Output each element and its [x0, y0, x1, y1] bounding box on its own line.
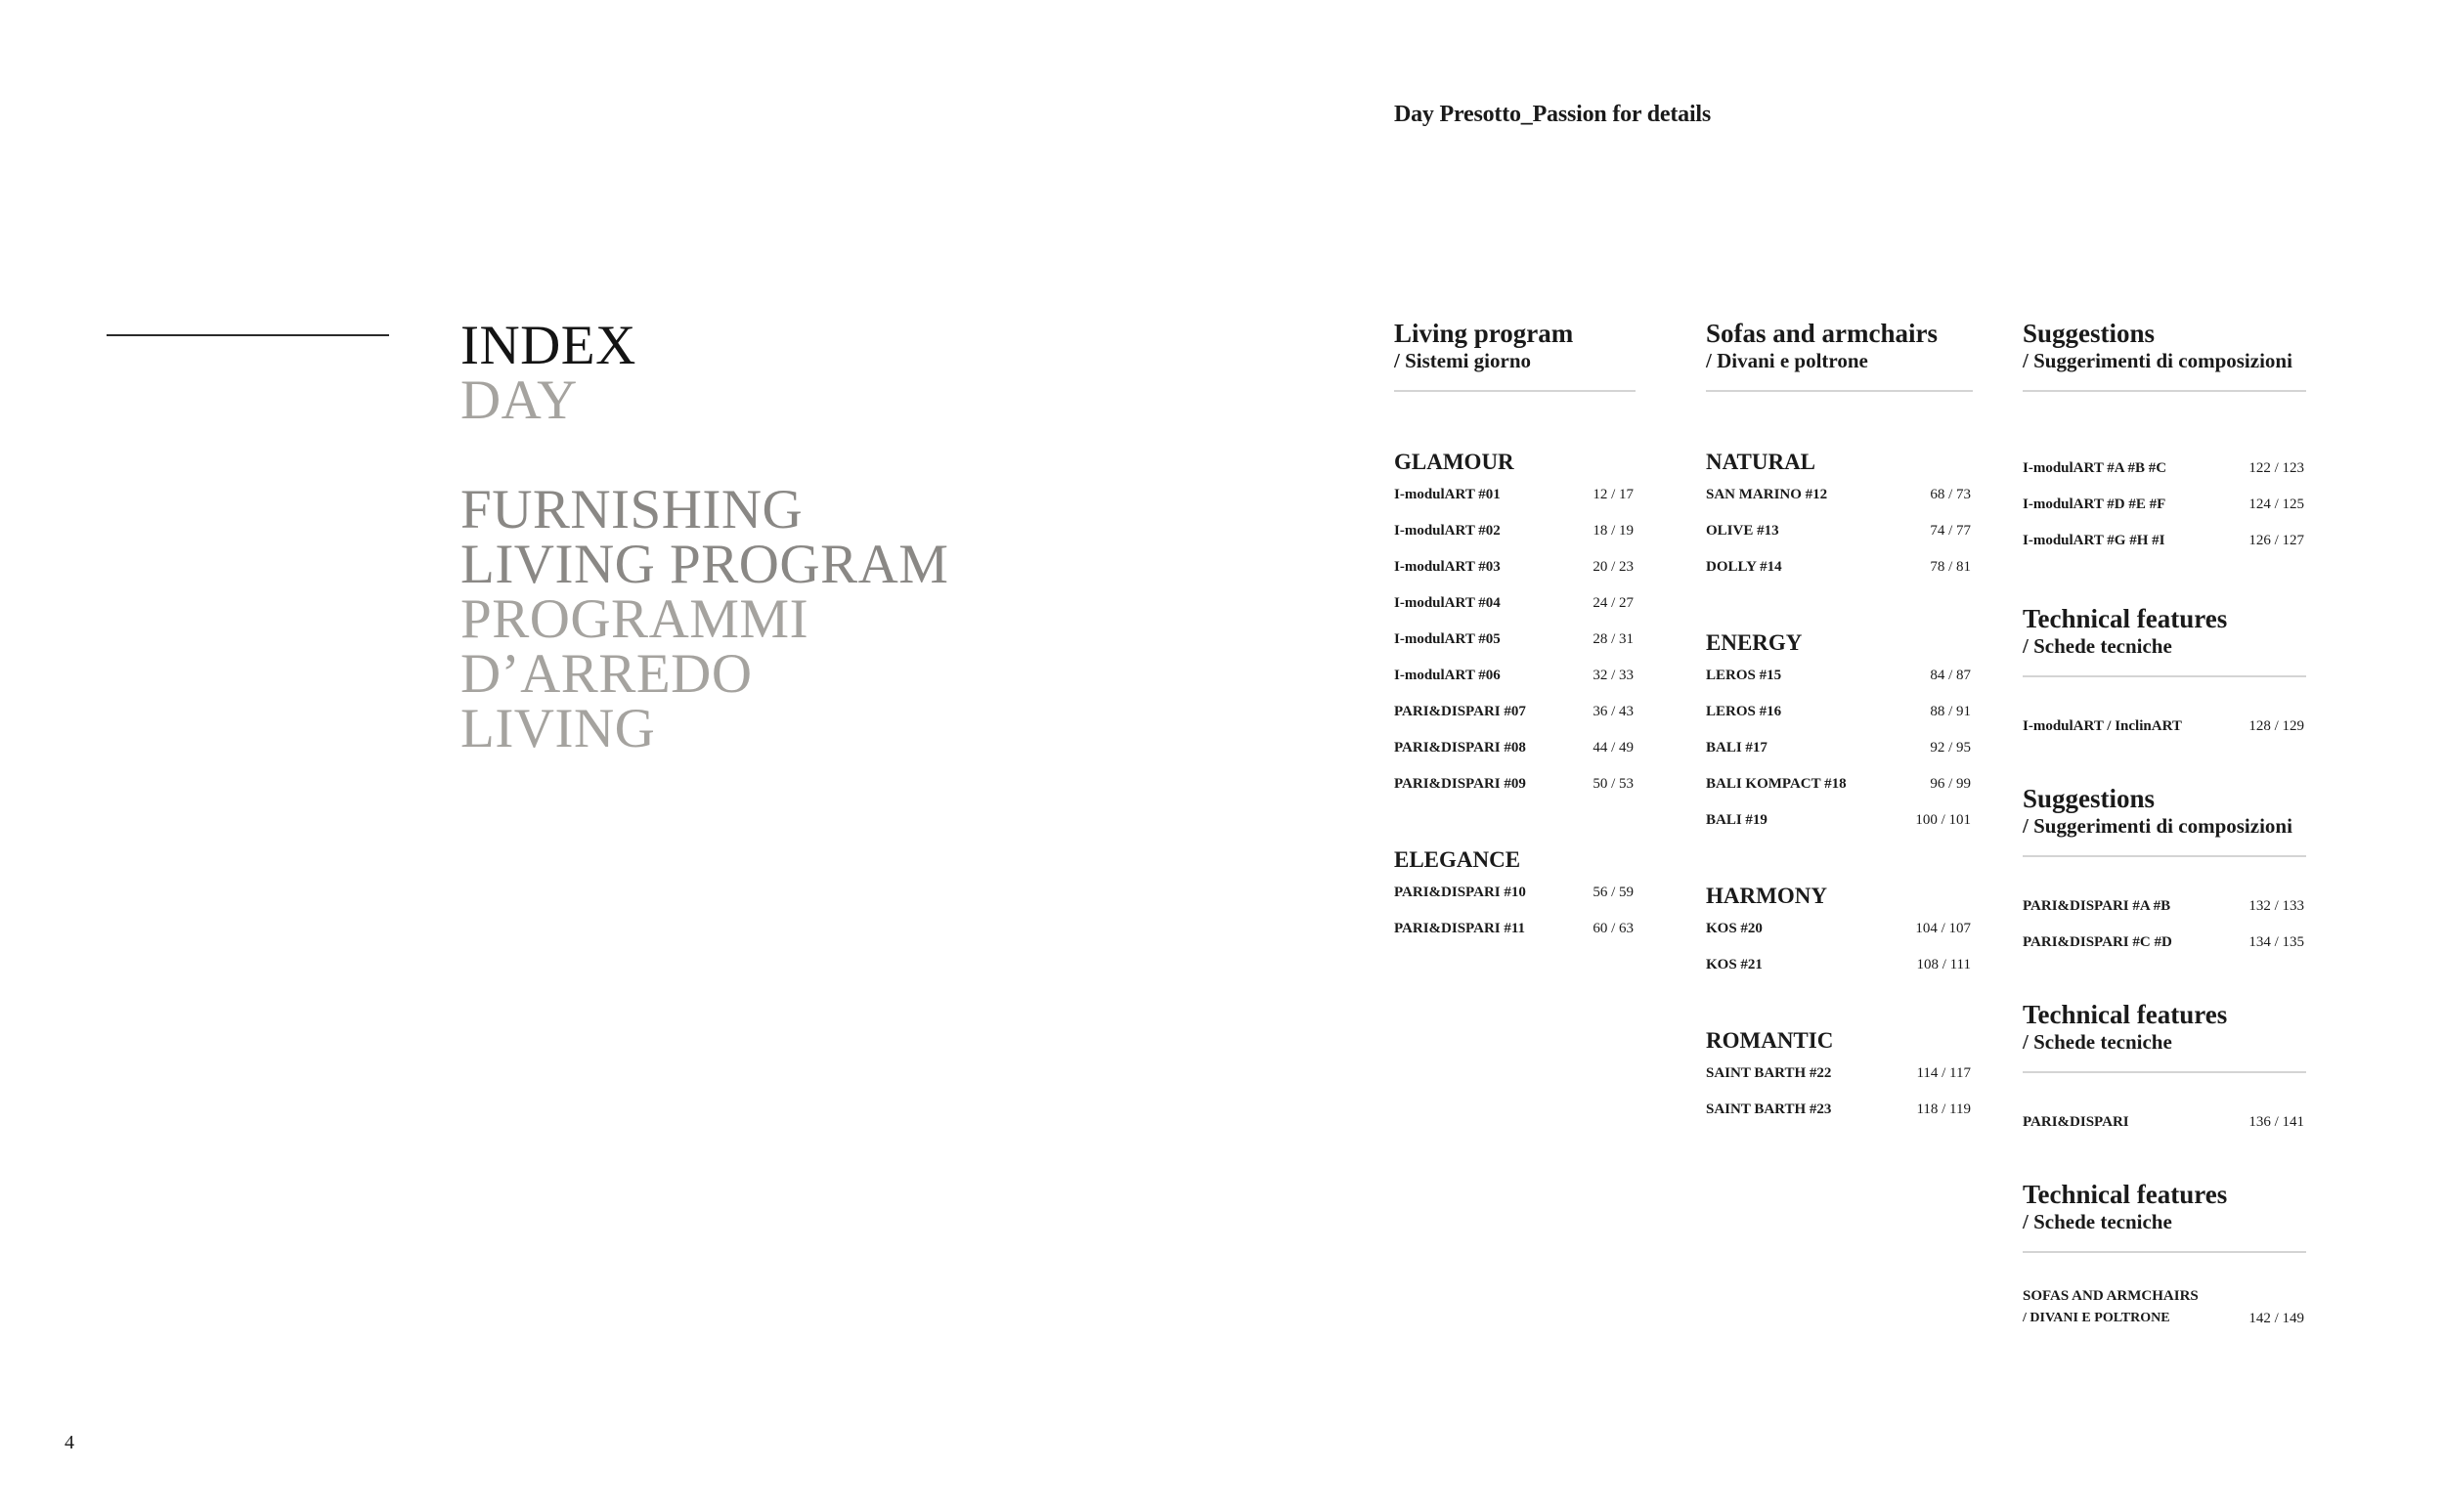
document-header-title: Day Presotto_Passion for details	[1394, 102, 1712, 127]
index-line: D’ARREDO	[460, 643, 753, 705]
toc-entry[interactable]: OLIVE #13 74 / 77	[1706, 523, 1971, 539]
section-heading-subtitle: / Suggerimenti di composizioni	[2023, 349, 2292, 372]
toc-entry[interactable]: SOFAS AND ARMCHAIRS / DIVANI E POLTRONE 142 / 149	[2023, 1286, 2306, 1329]
toc-entry[interactable]: I-modulART #01 12 / 17	[1394, 487, 1634, 502]
toc-column-living-program	[1394, 319, 1636, 947]
section-heading	[1706, 319, 1973, 373]
toc-entry[interactable]: SAINT BARTH #22 114 / 117	[1706, 1065, 1971, 1081]
decorative-rule	[107, 334, 389, 336]
section-heading	[1394, 319, 1636, 373]
toc-entry[interactable]: I-modulART #G #H #I 126 / 127	[2023, 533, 2304, 548]
section-heading-title: Suggestions	[2023, 784, 2156, 813]
page-number: 4	[65, 1432, 74, 1453]
toc-entry[interactable]: DOLLY #14 78 / 81	[1706, 559, 1971, 575]
toc-entry[interactable]: PARI&DISPARI #11 60 / 63	[1394, 921, 1634, 936]
toc-entry[interactable]: I-modulART #02 18 / 19	[1394, 523, 1634, 539]
toc-entry[interactable]: I-modulART #04 24 / 27	[1394, 595, 1634, 611]
section-heading	[2023, 784, 2306, 839]
section-heading	[2023, 319, 2306, 373]
section-heading-subtitle: / Sistemi giorno	[1394, 349, 1531, 372]
section-heading-subtitle: / Schede tecniche	[2023, 634, 2172, 658]
index-line: FURNISHING	[460, 479, 804, 540]
section-heading-subtitle: / Schede tecniche	[2023, 1030, 2172, 1054]
toc-entry[interactable]: PARI&DISPARI #C #D 134 / 135	[2023, 934, 2304, 950]
toc-entry-name-line1: SOFAS AND ARMCHAIRS	[2023, 1288, 2199, 1304]
toc-entry[interactable]: BALI #19 100 / 101	[1706, 812, 1971, 828]
section-heading-subtitle: / Schede tecniche	[2023, 1210, 2172, 1233]
toc-entry[interactable]: LEROS #15 84 / 87	[1706, 668, 1971, 683]
section-heading	[2023, 1180, 2306, 1234]
toc-entry[interactable]: KOS #20 104 / 107	[1706, 921, 1971, 936]
section-heading-subtitle: / Divani e poltrone	[1706, 349, 1868, 372]
toc-entry[interactable]: SAN MARINO #12 68 / 73	[1706, 487, 1971, 502]
toc-entry[interactable]: PARI&DISPARI #08 44 / 49	[1394, 740, 1634, 756]
toc-entry[interactable]: PARI&DISPARI #10 56 / 59	[1394, 885, 1634, 900]
toc-entry[interactable]: I-modulART #D #E #F 124 / 125	[2023, 497, 2304, 512]
toc-entry[interactable]: BALI #17 92 / 95	[1706, 740, 1971, 756]
index-line: LIVING PROGRAM	[460, 534, 949, 595]
section-heading-title: Living program	[1394, 319, 1574, 348]
toc-entry[interactable]: BALI KOMPACT #18 96 / 99	[1706, 776, 1971, 792]
group-title-romantic: ROMANTIC	[1706, 1028, 1834, 1053]
toc-column-sofas-armchairs	[1706, 319, 1973, 1128]
section-heading-title: Technical features	[2023, 1000, 2228, 1029]
index-subtitle: DAY	[460, 369, 578, 431]
group-title-natural: NATURAL	[1706, 450, 1816, 474]
group-title-energy: ENERGY	[1706, 630, 1803, 655]
toc-entry[interactable]: I-modulART / InclinART 128 / 129	[2023, 718, 2304, 734]
toc-entry[interactable]: LEROS #16 88 / 91	[1706, 704, 1971, 719]
section-heading-title: Suggestions	[2023, 319, 2156, 348]
index-line: LIVING	[460, 698, 656, 759]
section-heading	[2023, 604, 2306, 659]
toc-entry[interactable]: PARI&DISPARI #09 50 / 53	[1394, 776, 1634, 792]
group-title-harmony: HARMONY	[1706, 884, 1827, 908]
section-heading-title: Technical features	[2023, 604, 2228, 633]
section-heading	[2023, 1000, 2306, 1055]
toc-entry[interactable]: PARI&DISPARI #A #B 132 / 133	[2023, 898, 2304, 914]
index-line: PROGRAMMI	[460, 588, 809, 650]
toc-entry-name-line2: / DIVANI E POLTRONE	[2023, 1311, 2170, 1325]
toc-column-suggestions	[2023, 319, 2306, 1329]
index-title-block	[460, 315, 949, 759]
toc-entry-name	[2023, 1285, 2199, 1329]
section-heading-title: Sofas and armchairs	[1706, 319, 1939, 348]
toc-entry[interactable]: PARI&DISPARI 136 / 141	[2023, 1114, 2304, 1130]
toc-entry[interactable]: SAINT BARTH #23 118 / 119	[1706, 1102, 1971, 1117]
section-heading-subtitle: / Suggerimenti di composizioni	[2023, 814, 2292, 838]
section-heading-title: Technical features	[2023, 1180, 2228, 1209]
index-title: INDEX	[460, 315, 636, 376]
toc-entry[interactable]: PARI&DISPARI #07 36 / 43	[1394, 704, 1634, 719]
toc-entry[interactable]: I-modulART #06 32 / 33	[1394, 668, 1634, 683]
toc-entry[interactable]: KOS #21 108 / 111	[1706, 957, 1971, 972]
toc-entry[interactable]: I-modulART #A #B #C 122 / 123	[2023, 460, 2304, 476]
group-title-glamour: GLAMOUR	[1394, 450, 1514, 474]
toc-entry[interactable]: I-modulART #03 20 / 23	[1394, 559, 1634, 575]
group-title-elegance: ELEGANCE	[1394, 847, 1521, 872]
toc-entry[interactable]: I-modulART #05 28 / 31	[1394, 631, 1634, 647]
